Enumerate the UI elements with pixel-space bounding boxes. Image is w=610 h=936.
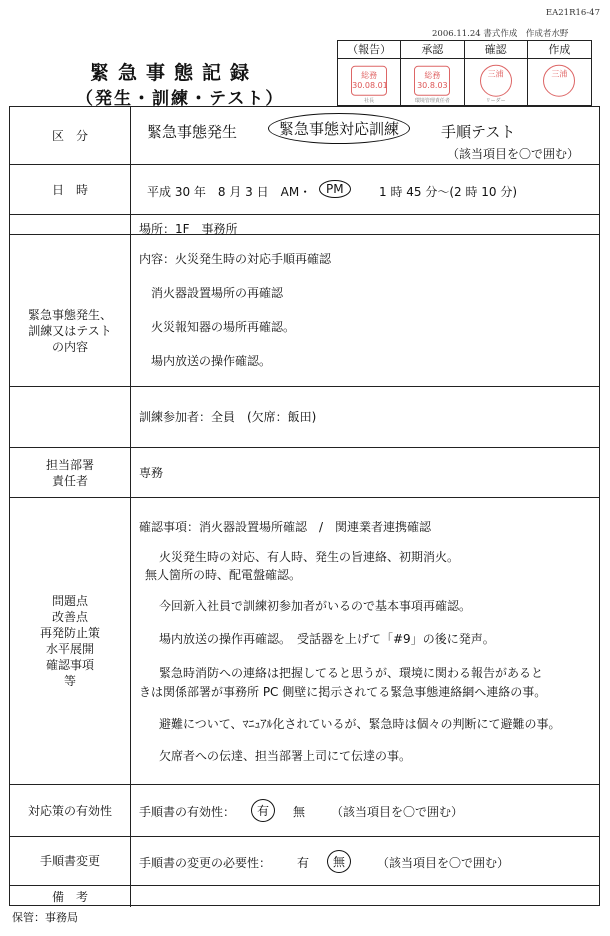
issue-line: 緊急時消防への連絡は把握してると思うが、環境に関わる報告があると [159,666,544,680]
participants-text: 訓練参加者：全員 (欠席：飯田) [139,410,317,424]
approval-header-create: 作成 [528,41,591,59]
stamp-caption: 社長 [364,98,375,104]
label-datetime: 日 時 [10,165,131,214]
issue-line: 確認事項：消火器設置場所確認 / 関連業者連携確認 [139,520,432,534]
approval-stamp-box [337,40,592,106]
content-heading: 内容：火災発生時の対応手順再確認 [139,252,332,266]
label-line: 水平展開 [45,642,94,656]
issue-line: きは関係部署が事務所 PC 側壁に掲示されてる緊急事態連絡網へ連絡の事。 [139,685,547,699]
content-item: 火災報知器の場所再確認。 [151,320,296,334]
issue-line: 避難について、ﾏﾆｭｱﾙ化されているが、緊急時は個々の判断にて避難の事。 [159,717,561,731]
label-line: 責任者 [51,473,88,488]
change-no-circled: 無 [327,850,351,873]
row-department [10,448,599,498]
label-line: 再発防止策 [39,626,100,640]
stamp-caption: 環境管理責任者 [414,98,450,104]
change-prefix: 手順書の変更の必要性： [139,856,272,870]
place-text: 場所：1F 事務所 [139,222,238,236]
divider [10,234,599,235]
time-value: 1 時 45 分〜(2 時 10 分) [379,185,518,199]
approval-header-confirm: 確認 [465,41,528,59]
content-item: 場内放送の操作確認。 [151,354,272,368]
approval-cell-report [338,59,401,105]
option-drill-circled: 緊急事態対応訓練 [268,113,410,144]
effectiveness-note: （該当項目を〇で囲む） [331,805,464,819]
name-seal: 三浦 [480,65,512,97]
change-yes: 有 [297,856,310,870]
responsible-value: 専務 [139,466,164,480]
creation-note: 2006.11.24 書式作成 作成者水野 [432,29,569,39]
label-category: 区 分 [10,107,131,164]
issue-line: 今回新入社員で訓練初参加者がいるので基本事項再確認。 [159,599,472,613]
label-effectiveness: 対応策の有効性 [10,785,131,836]
row-category [10,107,599,165]
label-line: 担当部署 [45,457,94,472]
row-issues [10,498,599,785]
storage-note: 保管：事務局 [12,911,78,924]
row-remarks [10,886,599,907]
change-note: （該当項目を〇で囲む） [377,856,510,870]
label-line: 訓練又はテスト [28,324,112,338]
page-subtitle: （発生・訓練・テスト） [76,89,285,109]
remarks-value [131,886,599,907]
row-content [10,215,599,448]
row-effectiveness [10,785,599,837]
label-line: 緊急事態発生、 [27,308,112,322]
issue-line: 火災発生時の対応、有人時、発生の旨連絡、初期消火。 [159,550,460,564]
name-seal: 三浦 [543,65,575,97]
approval-cell-approve [401,59,464,105]
label-procedure-change: 手順書変更 [10,837,131,885]
row-procedure-change [10,837,599,886]
label-content [10,215,131,447]
approval-header-approve: 承認 [401,41,464,59]
date-stamp: 総務 30.8.03 [414,66,450,96]
approval-cell-create [528,59,591,105]
approval-cell-confirm [465,59,528,105]
label-remarks: 備 考 [10,886,131,907]
page-title: 緊急事態記録 [90,62,259,84]
label-line: 等 [63,674,76,688]
divider [10,386,599,387]
date-stamp: 総務 30.08.01 [351,66,387,96]
issue-line: 欠席者への伝達、担当部署上司にて伝達の事。 [159,749,412,763]
content-item: 消火器設置場所の再確認 [151,286,284,300]
row-datetime [10,165,599,215]
category-note: （該当項目を〇で囲む） [447,147,580,161]
label-line: 改善点 [51,610,88,624]
document-id: EA21R16-47 [545,8,600,18]
stamp-caption: リーダー [485,98,506,104]
label-line: 確認事項 [45,658,94,672]
option-procedure-test: 手順テスト [441,123,516,141]
effectiveness-prefix: 手順書の有効性： [139,805,236,819]
label-issues [10,498,131,784]
label-line: 問題点 [51,594,88,608]
label-line: の内容 [51,340,88,354]
option-emergency: 緊急事態発生 [147,123,238,141]
effectiveness-yes-circled: 有 [251,799,275,822]
effectiveness-no: 無 [293,805,306,819]
pm-circled: PM [319,180,351,198]
record-table [9,106,600,906]
label-department [10,448,131,497]
approval-header-report: （報告） [338,41,401,59]
issue-line: 無人箇所の時、配電盤確認。 [145,568,302,582]
date-value: 平成 30 年 8 月 3 日 AM・ [147,185,312,199]
issue-line: 場内放送の操作再確認。 受話器を上げて「#9」の後に発声。 [159,632,495,646]
